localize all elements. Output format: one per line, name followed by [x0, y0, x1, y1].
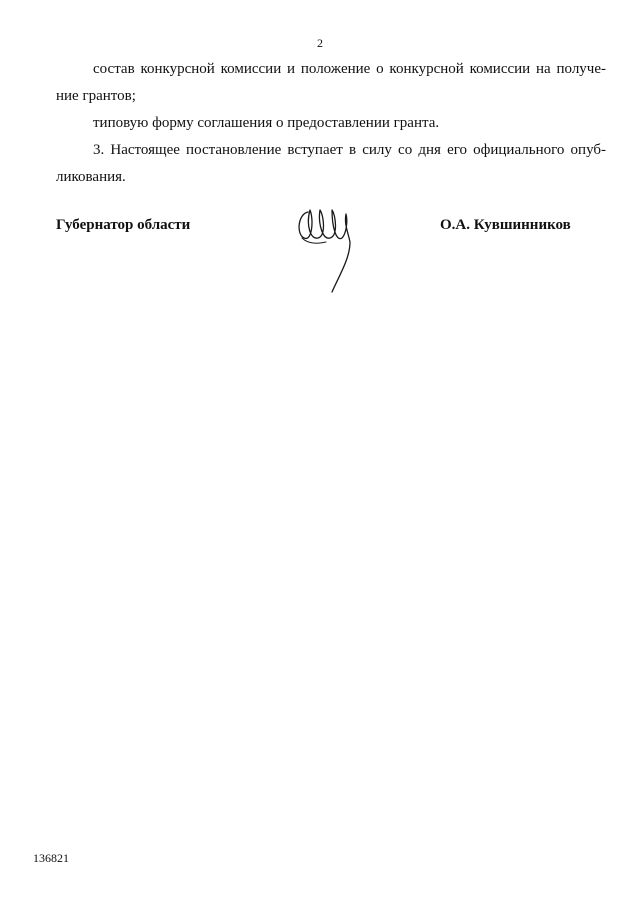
document-code: 136821	[33, 851, 69, 865]
paragraph-agreement	[56, 110, 606, 137]
paragraph-line: ликования.	[56, 169, 126, 185]
paragraph-line: типовую форму соглашения о предоставлении гранта.	[93, 115, 440, 131]
paragraph-line: состав конкурсной комиссии и положение о конкурсной комиссии на получе-	[93, 61, 606, 77]
signatory-name: О.А. Кувшинников	[440, 217, 571, 233]
paragraph-line: ние грантов;	[56, 88, 136, 104]
signatory-title: Губернатор области	[56, 217, 191, 233]
handwritten-signature	[292, 198, 362, 296]
paragraph-commission	[56, 56, 606, 110]
page-number: 2	[317, 36, 323, 50]
paragraph-line: 3. Настоящее постановление вступает в силу со дня его официального опуб-	[93, 142, 606, 158]
paragraph-effective-date	[56, 137, 606, 191]
